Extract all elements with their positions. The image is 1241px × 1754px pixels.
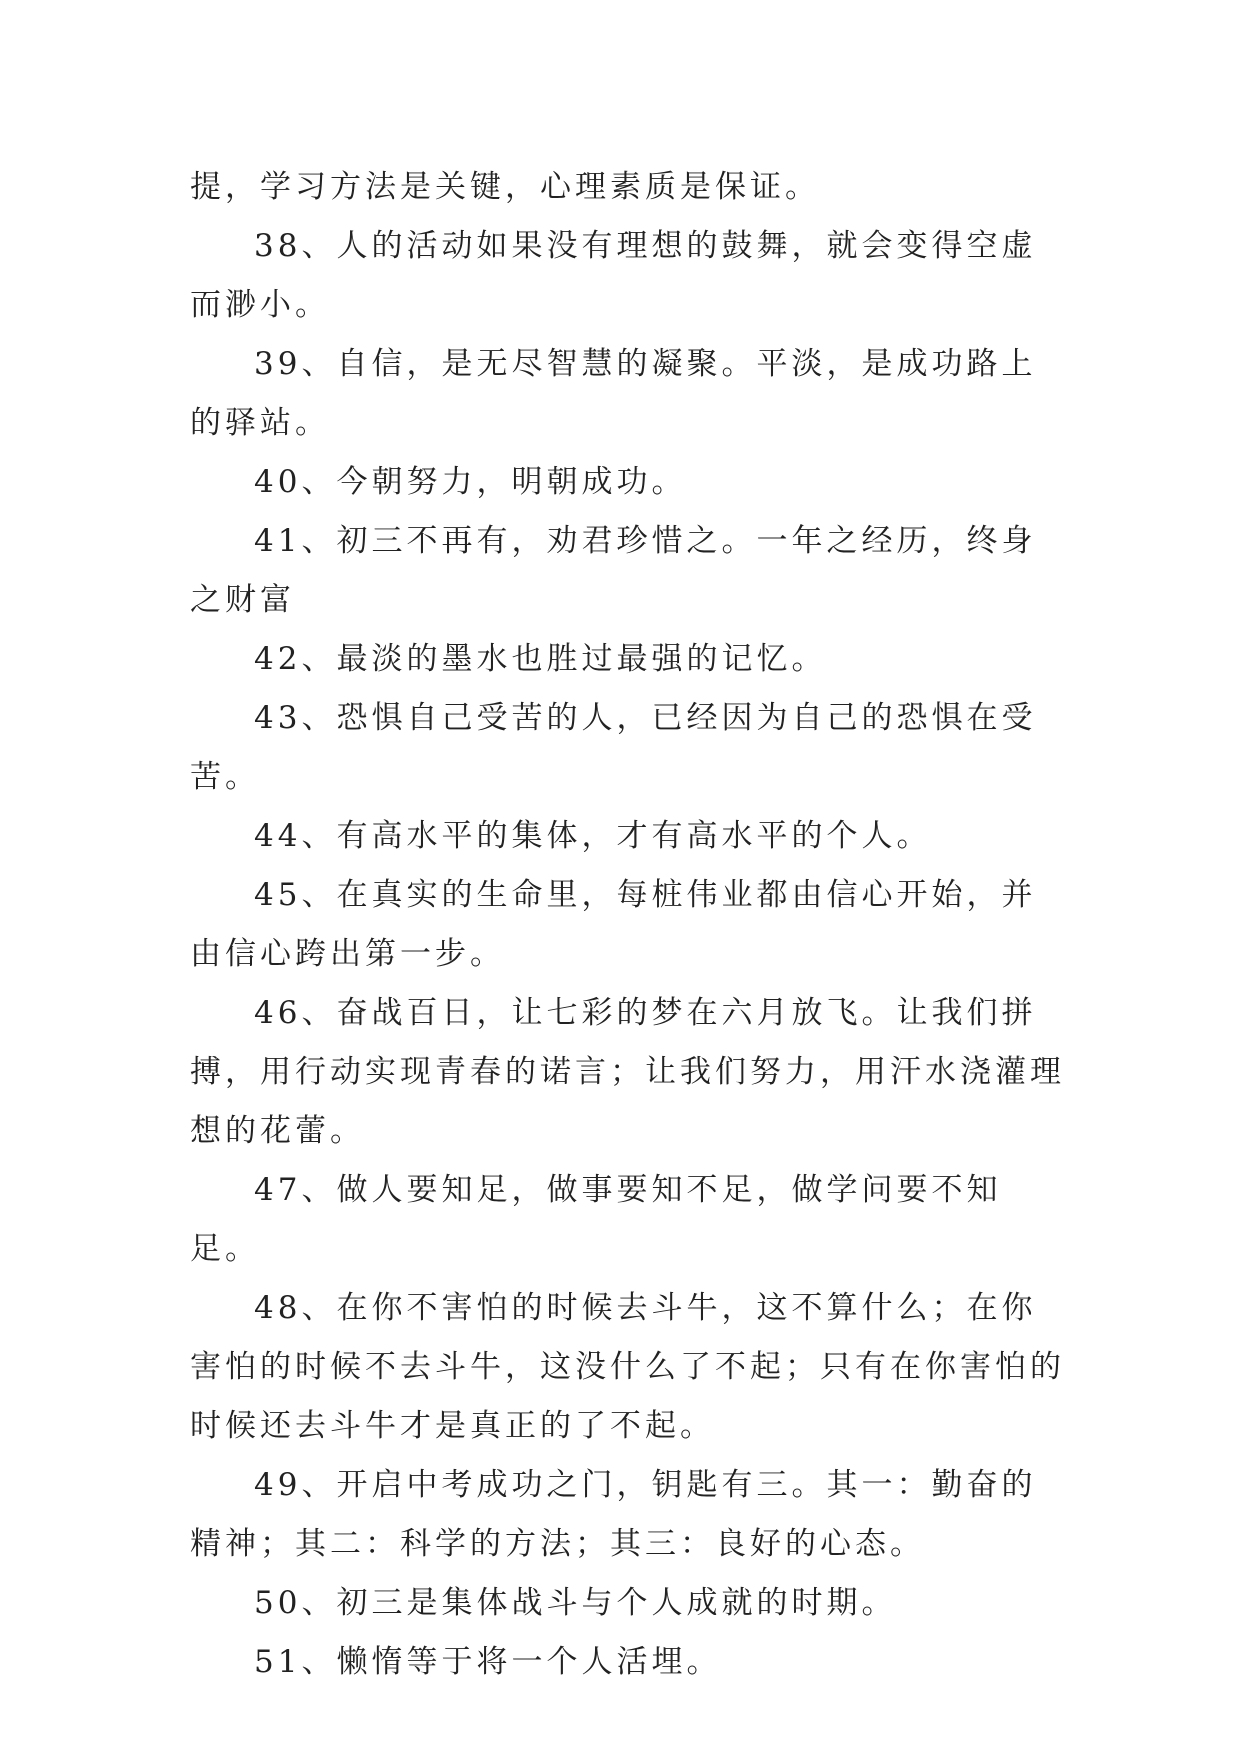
quote-42: 42、最淡的墨水也胜过最强的记忆。 [254,641,827,677]
quote-47: 47、做人要知足，做事要知不足，做学问要不知足。 [190,1172,1002,1267]
quote-44: 44、有高水平的集体，才有高水平的个人。 [254,818,932,854]
quote-49: 49、开启中考成功之门，钥匙有三。其一：勤奋的精神；其二：科学的方法；其三：良好的心态。 [190,1467,1037,1562]
document-body [190,158,1070,1692]
quote-48: 48、在你不害怕的时候去斗牛，这不算什么；在你害怕的时候不去斗牛，这没什么了不起；只有在你害怕的时候还去斗牛才是真正的了不起。 [190,1290,1065,1444]
paragraph-continued: 提，学习方法是关键，心理素质是保证。 [190,169,820,205]
quote-43: 43、恐惧自己受苦的人，已经因为自己的恐惧在受苦。 [190,700,1037,795]
quote-50: 50、初三是集体战斗与个人成就的时期。 [254,1585,897,1621]
quote-45: 45、在真实的生命里，每桩伟业都由信心开始，并由信心跨出第一步。 [190,877,1037,972]
quote-41: 41、初三不再有，劝君珍惜之。一年之经历，终身之财富 [190,523,1037,618]
quote-40: 40、今朝努力，明朝成功。 [254,464,687,500]
quote-46: 46、奋战百日，让七彩的梦在六月放飞。让我们拼搏，用行动实现青春的诺言；让我们努力，用汗水浇灌理想的花蕾。 [190,995,1065,1149]
quote-39: 39、自信，是无尽智慧的凝聚。平淡，是成功路上的驿站。 [190,346,1037,441]
quote-51: 51、懒惰等于将一个人活埋。 [254,1644,722,1680]
quote-38: 38、人的活动如果没有理想的鼓舞，就会变得空虚而渺小。 [190,228,1037,323]
